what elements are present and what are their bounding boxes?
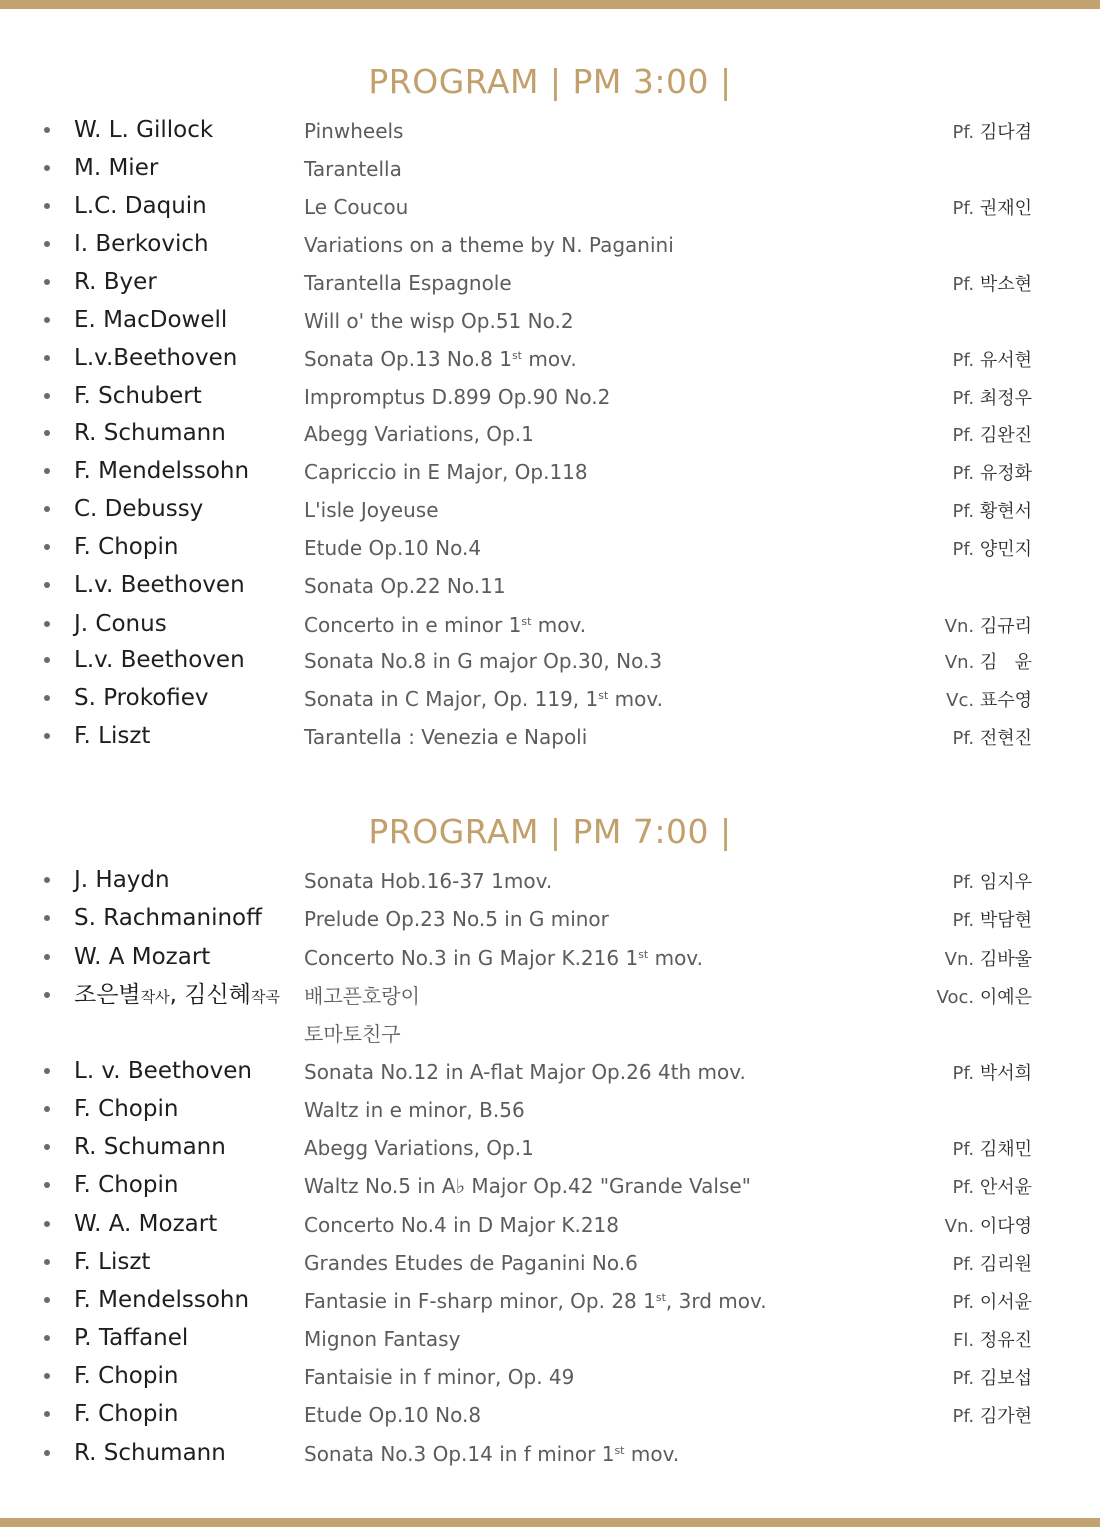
composer-text: W. A. Mozart [74,1211,218,1237]
performer [946,687,1032,715]
composer-text: W. L. Gillock [74,117,214,143]
composer-name [74,1094,178,1124]
instrument-abbr: Pf. [952,463,975,484]
piece-title [304,1440,679,1468]
bullet-dot [44,355,50,361]
program-row [0,1170,1100,1208]
piece-text: Etude Op.10 No.8 [304,1403,482,1427]
bullet-dot [44,877,50,883]
program-row [0,1247,1100,1285]
performer-name: 김규리 [979,616,1032,637]
composer-separator: , [169,982,185,1008]
composer-name [74,942,210,972]
piece-title [304,1020,401,1048]
piece-text: Mignon Fantasy [304,1327,461,1351]
bullet-dot [44,582,50,588]
composer-text: R. Schumann [74,420,226,446]
composer-text: J. Conus [74,611,167,637]
composer-text: F. Mendelssohn [74,1287,250,1313]
performer-name: 김가현 [979,1406,1032,1427]
composer-name [74,1132,226,1162]
piece-text: 토마토친구 [304,1022,401,1046]
bullet-dot [44,1411,50,1417]
bullet-dot [44,695,50,701]
instrument-abbr: Pf. [952,539,975,560]
bullet-dot [44,544,50,550]
program-row [0,1094,1100,1132]
composer-name [74,570,245,600]
piece-title [304,1134,534,1162]
composer-name [74,1438,226,1468]
composer-text: F. Liszt [74,723,151,749]
performer [952,1251,1032,1279]
piece-title [304,1401,481,1429]
piece-text: Capriccio in E Major, Op.118 [304,460,588,484]
program-row [0,721,1100,759]
bullet-dot [44,915,50,921]
piece-text: Tarantella : Venezia e Napoli [304,725,588,749]
composer-name [74,153,158,183]
piece-text: 배고픈호랑이 [304,984,420,1008]
performer [952,195,1032,223]
bullet-dot [44,468,50,474]
bullet-dot [44,1373,50,1379]
performer-name: 최정우 [979,388,1032,409]
instrument-abbr: Fl. [953,1330,975,1351]
top-accent-bar [0,0,1100,9]
bullet-dot [44,621,50,627]
performer-name: 안서윤 [979,1177,1032,1198]
bullet-dot [44,733,50,739]
performer-name: 유서현 [979,350,1032,371]
instrument-abbr: Vc. [946,690,975,711]
piece-text: Grandes Etudes de Paganini No.6 [304,1251,638,1275]
piece-title [304,420,534,448]
bullet-dot [44,1450,50,1456]
instrument-abbr: Pf. [952,910,975,931]
composer-name [74,267,157,297]
performer [952,1060,1032,1088]
bullet-dot [44,241,50,247]
piece-text: Prelude Op.23 No.5 in G minor [304,907,609,931]
performer-name: 이서윤 [979,1292,1032,1313]
instrument-abbr: Pf. [952,1139,975,1160]
piece-text: Tarantella Espagnole [304,271,512,295]
piece-text: Pinwheels [304,119,404,143]
instrument-abbr: Pf. [952,872,975,893]
composer-text: P. Taffanel [74,1325,189,1351]
program-row [0,418,1100,456]
composer-text: E. MacDowell [74,307,228,333]
instrument-abbr: Voc. [936,987,975,1008]
section-title-evening: PROGRAM | PM 7:00 | [368,812,732,851]
composer-name [74,980,280,1012]
bullet-dot [44,657,50,663]
performer [952,119,1032,147]
composer-text: L.C. Daquin [74,193,207,219]
bullet-dot [44,279,50,285]
piece-title [304,723,587,751]
piece-text: Variations on a theme by N. Paganini [304,233,674,257]
performer-name: 박소현 [979,274,1032,295]
composer-name [74,418,226,448]
instrument-abbr: Vn. [944,1216,975,1237]
performer-name: 김완진 [979,425,1032,446]
piece-text: Waltz No.5 in A♭ Major Op.42 "Grande Valse" [304,1174,751,1198]
ordinal-suffix: st [614,1444,625,1457]
program-row [0,456,1100,494]
piece-text: Sonata in C Major, Op. 119, 1 [304,687,599,711]
piece-text: Abegg Variations, Op.1 [304,1136,534,1160]
program-row [0,381,1100,419]
program-row [0,267,1100,305]
bottom-accent-bar [0,1518,1100,1527]
piece-text: Sonata Op.22 No.11 [304,574,506,598]
piece-title [304,944,703,972]
bullet-dot [44,430,50,436]
piece-text: Abegg Variations, Op.1 [304,422,534,446]
piece-title [304,1287,767,1315]
bullet-dot [44,317,50,323]
piece-text-after: mov. [648,946,703,970]
piece-text-after: mov. [531,613,587,637]
piece-text: Sonata Op.13 No.8 1 [304,347,512,371]
piece-title [304,1172,751,1200]
program-row [0,1056,1100,1094]
performer [945,613,1032,641]
piece-title [304,1249,638,1277]
composer-text: I. Berkovich [74,231,209,257]
performer [952,1403,1032,1431]
composer-text: F. Chopin [74,1096,179,1122]
performer [945,946,1032,974]
composer-text: C. Debussy [74,496,204,522]
bullet-dot [44,393,50,399]
ordinal-suffix: st [638,948,649,961]
piece-title [304,496,439,524]
program-row [0,1399,1100,1437]
piece-text: Sonata No.8 in G major Op.30, No.3 [304,649,663,673]
piece-text: Sonata No.3 Op.14 in f minor 1 [304,1442,615,1466]
composer-text: 조은별 [74,982,141,1008]
piece-text: Impromptus D.899 Op.90 No.2 [304,385,611,409]
ordinal-suffix: st [511,349,522,362]
piece-title [304,231,674,259]
piece-text: Le Coucou [304,195,409,219]
instrument-abbr: Pf. [952,388,975,409]
performer-name: 박서희 [979,1063,1032,1084]
piece-text-after: mov. [624,1442,680,1466]
piece-title [304,867,552,895]
instrument-abbr: Pf. [952,501,975,522]
bullet-dot [44,1182,50,1188]
program-row [0,609,1100,647]
performer [952,1365,1032,1393]
composer-name [74,532,178,562]
composer-name [74,683,209,713]
composer-text-2: 김신혜 [184,982,251,1008]
performer-name: 표수영 [979,690,1032,711]
piece-title [304,1058,746,1086]
instrument-abbr: Pf. [952,1406,975,1427]
program-row [0,903,1100,941]
piece-text: Waltz in e minor, B.56 [304,1098,525,1122]
performer [952,1174,1032,1202]
program-row [0,1209,1100,1247]
program-row [0,494,1100,532]
performer [952,536,1032,564]
piece-title [304,1325,460,1353]
piece-title [304,905,609,933]
instrument-abbr: Pf. [952,122,975,143]
composer-name [74,903,262,933]
composer-name [74,645,245,675]
performer-name: 정유진 [979,1330,1032,1351]
composer-name [74,865,170,895]
composer-text: R. Schumann [74,1440,226,1466]
instrument-abbr: Pf. [952,728,975,749]
ordinal-suffix: st [521,615,532,628]
bullet-dot [44,1259,50,1265]
performer-name: 이예은 [979,987,1032,1008]
program-row [0,942,1100,980]
bullet-dot [44,1144,50,1150]
piece-text: Etude Op.10 No.4 [304,536,482,560]
performer-name: 이다영 [979,1216,1032,1237]
performer-name: 김보섭 [979,1368,1032,1389]
piece-title [304,647,662,675]
piece-text: Sonata Hob.16-37 1mov. [304,869,553,893]
performer-name: 전현진 [979,728,1032,749]
performer [952,1289,1032,1317]
piece-text: Tarantella [304,157,402,181]
composer-name [74,1209,217,1239]
program-row [0,1018,1100,1056]
program-row [0,980,1100,1018]
performer [952,907,1032,935]
piece-text-after: mov. [521,347,577,371]
composer-name [74,1247,150,1277]
bullet-dot [44,954,50,960]
instrument-abbr: Pf. [952,350,975,371]
composer-role-2: 작곡 [250,988,280,1006]
instrument-abbr: Pf. [952,1292,975,1313]
program-row [0,570,1100,608]
piece-title [304,193,408,221]
piece-title [304,155,402,183]
composer-text: S. Rachmaninoff [74,905,262,931]
composer-name [74,1361,178,1391]
bullet-dot [44,1335,50,1341]
instrument-abbr: Pf. [952,425,975,446]
piece-title [304,1096,525,1124]
bullet-dot [44,992,50,998]
composer-name [74,494,203,524]
performer [952,385,1032,413]
composer-text: F. Chopin [74,1401,179,1427]
piece-text: Concerto in e minor 1 [304,613,522,637]
composer-name [74,456,249,486]
program-row [0,1438,1100,1476]
composer-name [74,1170,178,1200]
program-row [0,1361,1100,1399]
performer-name: 권재인 [979,198,1032,219]
piece-title [304,1211,619,1239]
performer-name: 양민지 [979,539,1032,560]
piece-text: Fantaisie in f minor, Op. 49 [304,1365,575,1389]
bullet-dot [44,165,50,171]
composer-text: L.v.Beethoven [74,345,238,371]
program-row [0,153,1100,191]
performer [945,649,1032,677]
piece-title [304,458,588,486]
composer-name [74,609,167,639]
composer-name [74,191,207,221]
performer-name: 김채민 [979,1139,1032,1160]
composer-text: F. Liszt [74,1249,151,1275]
performer-name: 유정화 [979,463,1032,484]
piece-title [304,383,610,411]
performer [952,1136,1032,1164]
bullet-dot [44,1068,50,1074]
piece-text: Sonata No.12 in A-flat Major Op.26 4th mov. [304,1060,746,1084]
composer-name [74,1285,249,1315]
performer-name: 김리원 [979,1254,1032,1275]
composer-text: F. Mendelssohn [74,458,250,484]
composer-name [74,1323,188,1353]
piece-title [304,534,481,562]
bullet-dot [44,1221,50,1227]
performer [952,498,1032,526]
composer-text: F. Schubert [74,383,202,409]
program-row [0,343,1100,381]
bullet-dot [44,127,50,133]
composer-name [74,305,227,335]
program-row [0,115,1100,153]
bullet-dot [44,506,50,512]
performer-name: 김바울 [979,949,1032,970]
performer [952,869,1032,897]
composer-name [74,381,202,411]
performer [952,725,1032,753]
composer-name [74,1399,178,1429]
instrument-abbr: Pf. [952,1368,975,1389]
ordinal-suffix: st [655,1291,666,1304]
program-row [0,645,1100,683]
performer-name: 김 윤 [980,652,1032,673]
composer-name [74,115,213,145]
piece-text: L'isle Joyeuse [304,498,439,522]
instrument-abbr: Pf. [952,1254,975,1275]
program-row [0,191,1100,229]
piece-title [304,572,506,600]
performer [952,422,1032,450]
performer-name: 황현서 [979,501,1032,522]
composer-name [74,721,150,751]
piece-text: Fantasie in F-sharp minor, Op. 28 1 [304,1289,656,1313]
piece-title [304,1363,574,1391]
performer [952,271,1032,299]
piece-title [304,307,574,335]
composer-name [74,343,237,373]
performer-name: 임지우 [979,872,1032,893]
performer [945,1213,1032,1241]
composer-text: F. Chopin [74,1172,179,1198]
composer-text: W. A Mozart [74,944,211,970]
composer-text: L.v. Beethoven [74,572,245,598]
piece-title [304,982,420,1010]
instrument-abbr: Vn. [944,949,975,970]
piece-text-after: mov. [608,687,664,711]
program-row [0,865,1100,903]
program-row [0,1285,1100,1323]
program-row [0,1323,1100,1361]
instrument-abbr: Vn. [944,652,975,673]
composer-text: L.v. Beethoven [74,647,245,673]
instrument-abbr: Pf. [952,1063,975,1084]
piece-title [304,117,403,145]
bullet-dot [44,1106,50,1112]
bullet-dot [44,1297,50,1303]
piece-title [304,345,577,373]
program-row [0,683,1100,721]
composer-text: M. Mier [74,155,159,181]
performer [952,460,1032,488]
composer-text: L. v. Beethoven [74,1058,252,1084]
composer-name [74,229,209,259]
composer-text: F. Chopin [74,1363,179,1389]
piece-title [304,269,512,297]
composer-text: R. Byer [74,269,157,295]
composer-text: R. Schumann [74,1134,226,1160]
program-row [0,229,1100,267]
piece-text-after: , 3rd mov. [665,1289,767,1313]
composer-text: S. Prokofiev [74,685,209,711]
program-row [0,532,1100,570]
instrument-abbr: Pf. [952,198,975,219]
performer [953,1327,1032,1355]
piece-title [304,611,586,639]
instrument-abbr: Vn. [944,616,975,637]
instrument-abbr: Pf. [952,274,975,295]
piece-text: Concerto No.4 in D Major K.218 [304,1213,619,1237]
program-row [0,1132,1100,1170]
ordinal-suffix: st [598,689,609,702]
composer-text: J. Haydn [74,867,170,893]
composer-text: F. Chopin [74,534,179,560]
piece-title [304,685,663,713]
performer-name: 김다겸 [979,122,1032,143]
section-title-afternoon: PROGRAM | PM 3:00 | [368,62,732,101]
piece-text: Will o' the wisp Op.51 No.2 [304,309,574,333]
performer [952,347,1032,375]
piece-text: Concerto No.3 in G Major K.216 1 [304,946,639,970]
performer-name: 박담현 [979,910,1032,931]
performer [937,984,1032,1012]
composer-name [74,1056,252,1086]
instrument-abbr: Pf. [952,1177,975,1198]
composer-role: 작사 [140,988,170,1006]
program-row [0,305,1100,343]
bullet-dot [44,203,50,209]
